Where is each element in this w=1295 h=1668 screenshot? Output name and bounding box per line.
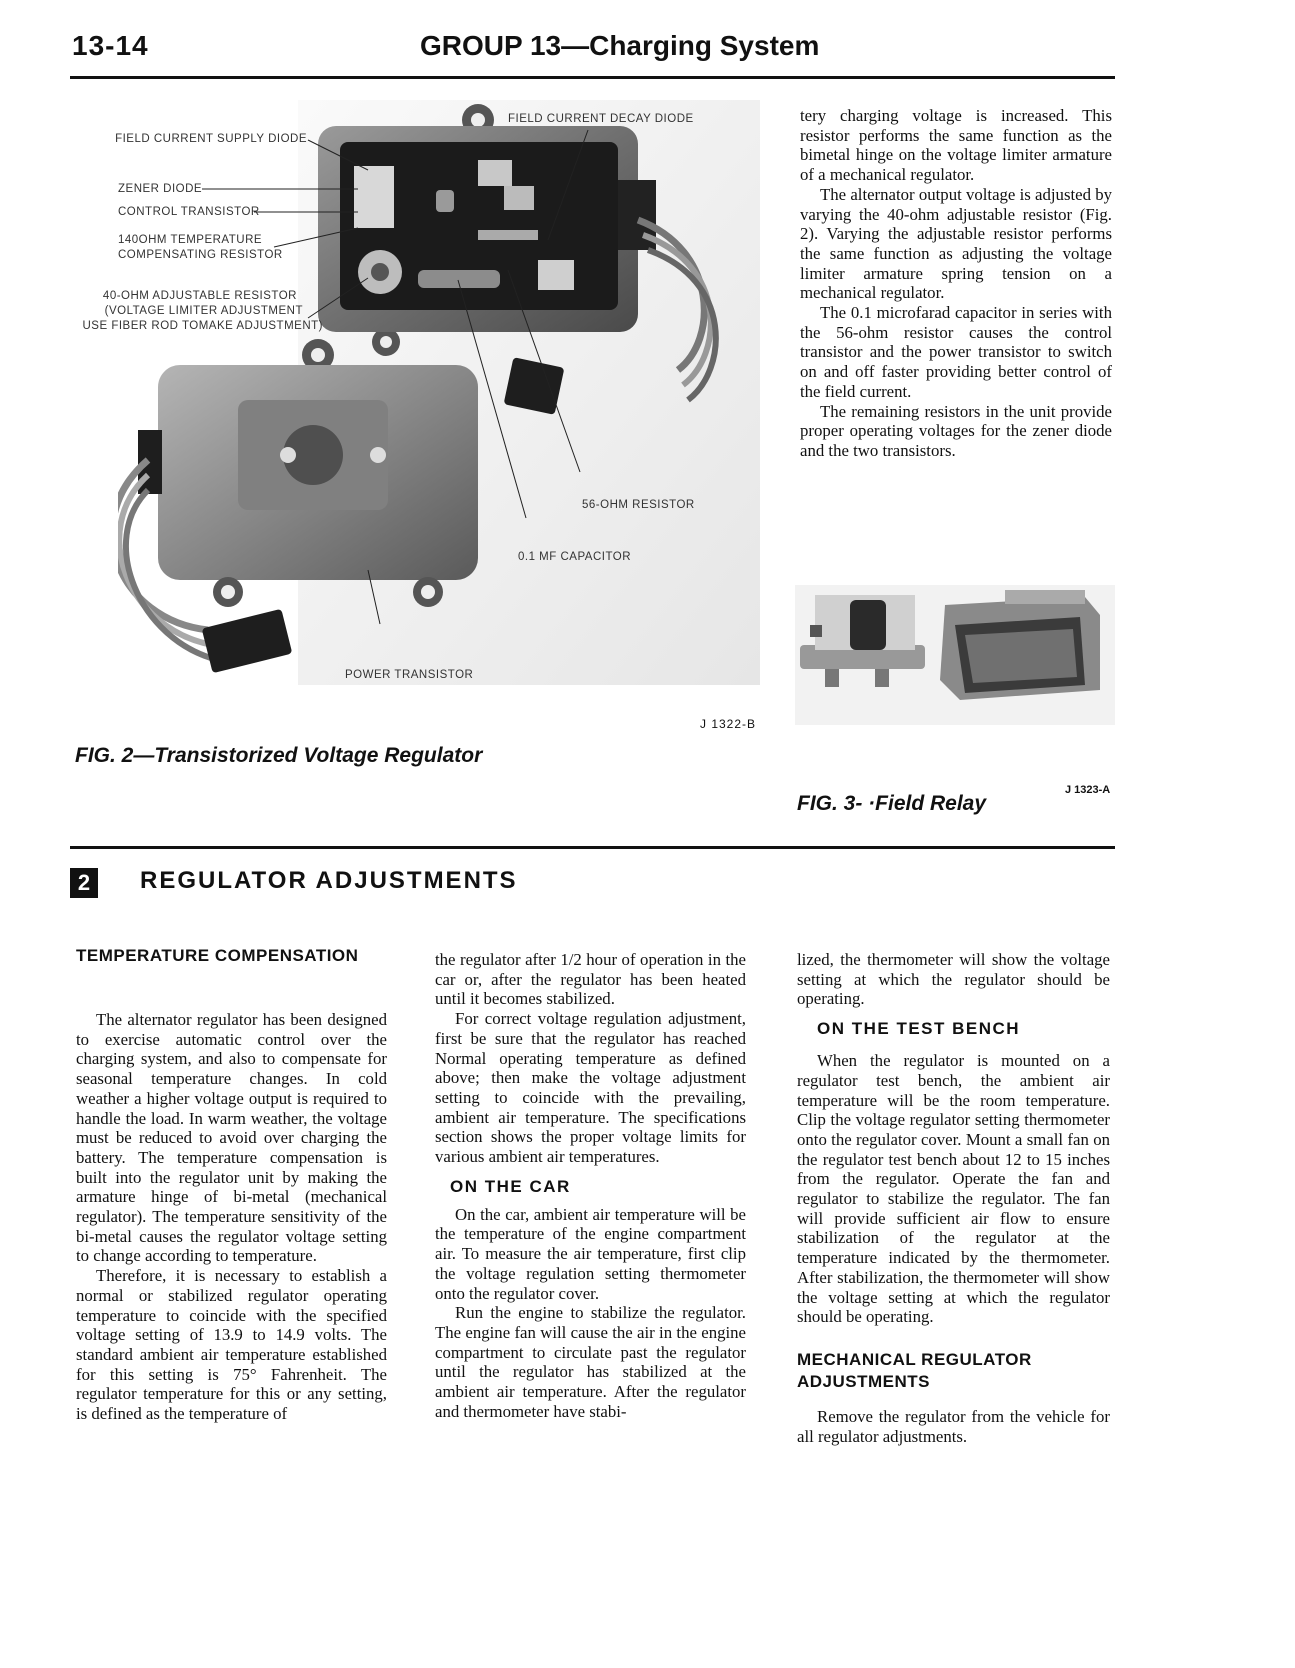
figure2-code: J 1322-B [700,717,757,731]
section-number-badge: 2 [70,868,98,898]
paragraph: lized, the thermometer will show the voltage setting at which the regulator should be operating. [797,950,1110,1009]
column-2 [435,950,746,1421]
callout-field-current-supply-diode: FIELD CURRENT SUPPLY DIODE [115,133,307,145]
paragraph: Therefore, it is necessary to establish a normal or stabilized regulator operating temperature to coincide with the specified voltage setting of 13.9 to 14.9 volts. The standard ambient air temperature established for this setting is 75° Fahrenheit. The regulator temperature for this or any setting, is defined as the temperature of [76,1266,387,1424]
section-divider [70,846,1115,849]
paragraph: The alternator output voltage is adjusted by varying the 40-ohm adjustable resistor (Fig. 2). Varying the adjustable resistor performs the same function as adjusting the voltage limiter armature spring tension on a mechanical regulator. [800,184,1112,303]
figure3-code: J 1323-A [1065,784,1111,796]
top-right-text [800,106,1112,461]
callout-56-ohm-resistor: 56-OHM RESISTOR [582,499,695,511]
callout-field-current-decay-diode: FIELD CURRENT DECAY DIODE [508,113,694,125]
paragraph: the regulator after 1/2 hour of operation in the car or, after the regulator has been heated until it becomes stabilized. [435,950,746,1009]
page-header-title: GROUP 13—Charging System [420,30,820,61]
callout-zener-diode: ZENER DIODE [118,183,203,195]
callout-temp-comp-resistor-line2: COMPENSATING RESISTOR [118,249,283,261]
field-relay-photo [795,585,1115,725]
paragraph: For correct voltage regulation adjustment, first be sure that the regulator has reached Normal operating temperature as defined above; then make the voltage adjustment setting to coincide with the prevailing, ambient air temperature. The specifications section shows the proper voltage limits for various ambient air temperatures. [435,1009,746,1167]
column-1 [76,1010,387,1424]
callout-temp-comp-resistor-line1: 140OHM TEMPERATURE [118,234,263,246]
heading-temperature-compensation: TEMPERATURE COMPENSATION [76,946,359,965]
column-3 [797,950,1110,1446]
callout-adjustable-resistor-line2: (VOLTAGE LIMITER ADJUSTMENT [104,305,303,317]
heading-line: MECHANICAL REGULATOR [797,1349,1032,1369]
section-title: REGULATOR ADJUSTMENTS [140,867,518,894]
heading-on-the-test-bench: ON THE TEST BENCH [817,1019,1021,1039]
paragraph: The remaining resistors in the unit provide proper operating voltages for the zener diode and the two transistors. [800,401,1112,460]
figure3-caption: FIG. 3- ·Field Relay [797,792,987,815]
header-rule [70,76,1115,79]
heading-line: ADJUSTMENTS [797,1371,931,1391]
paragraph: tery charging voltage is increased. This resistor performs the same function as the bimetal hinge on the voltage limiter armature of a mechanical regulator. [800,106,1112,185]
callout-control-transistor: CONTROL TRANSISTOR [118,206,260,218]
heading-on-the-car: ON THE CAR [450,1176,571,1196]
paragraph: The alternator regulator has been designed to exercise automatic control over the charging system, and also to compensate for seasonal temperature changes. In cold weather a higher voltage output is required to handle the load. In warm weather, the voltage must be reduced to avoid over charging the battery. The temperature compensation is built into the regulator unit by making the armature hinge of bi-metal (mechanical regulator). The temperature sensitivity of the bi-metal causes the regulator voltage setting to change according to temperature. [76,1010,387,1266]
callout-adjustable-resistor-line3: USE FIBER ROD TOMAKE ADJUSTMENT) [82,320,323,332]
paragraph: When the regulator is mounted on a regulator test bench, the ambient air temperature will be the room temperature. Clip the voltage regulator setting thermometer onto the regulator cover. Mount a small fan on the regulator test bench about 12 to 15 inches from the regulator. Operate the fan and regulator to stabilize the regulator. The fan will provide sufficient air flow to ensure stabilization of the regulator at the temperature indicated by the thermometer. After stabilization, the thermometer will show the voltage setting at which the regulator should be operating. [797,1051,1110,1327]
callout-power-transistor: POWER TRANSISTOR [345,669,474,681]
figure2-caption: FIG. 2—Transistorized Voltage Regulator [75,744,483,767]
paragraph: Run the engine to stabilize the regulator. The engine fan will cause the air in the engine compartment to circulate past the regulator until the regulator has stabilized at the ambient air temperature. After the regulator and thermometer have stabi- [435,1303,746,1421]
callout-adjustable-resistor-line1: 40-OHM ADJUSTABLE RESISTOR [102,290,297,302]
page-number: 13-14 [72,30,149,61]
transistorized-regulator-photo [118,100,760,730]
paragraph: Remove the regulator from the vehicle for all regulator adjustments. [797,1406,1110,1446]
callout-capacitor: 0.1 MF CAPACITOR [518,551,632,563]
paragraph: The 0.1 microfarad capacitor in series with the 56-ohm resistor causes the control transistor and the power transistor to switch on and off faster providing better control of the field current. [800,303,1112,401]
paragraph: On the car, ambient air temperature will be the temperature of the engine compartment air. To measure the air temperature, first clip the voltage regulation setting thermometer onto the regulator cover. [435,1204,746,1303]
heading-mechanical-regulator-adjustments [797,1349,1110,1393]
